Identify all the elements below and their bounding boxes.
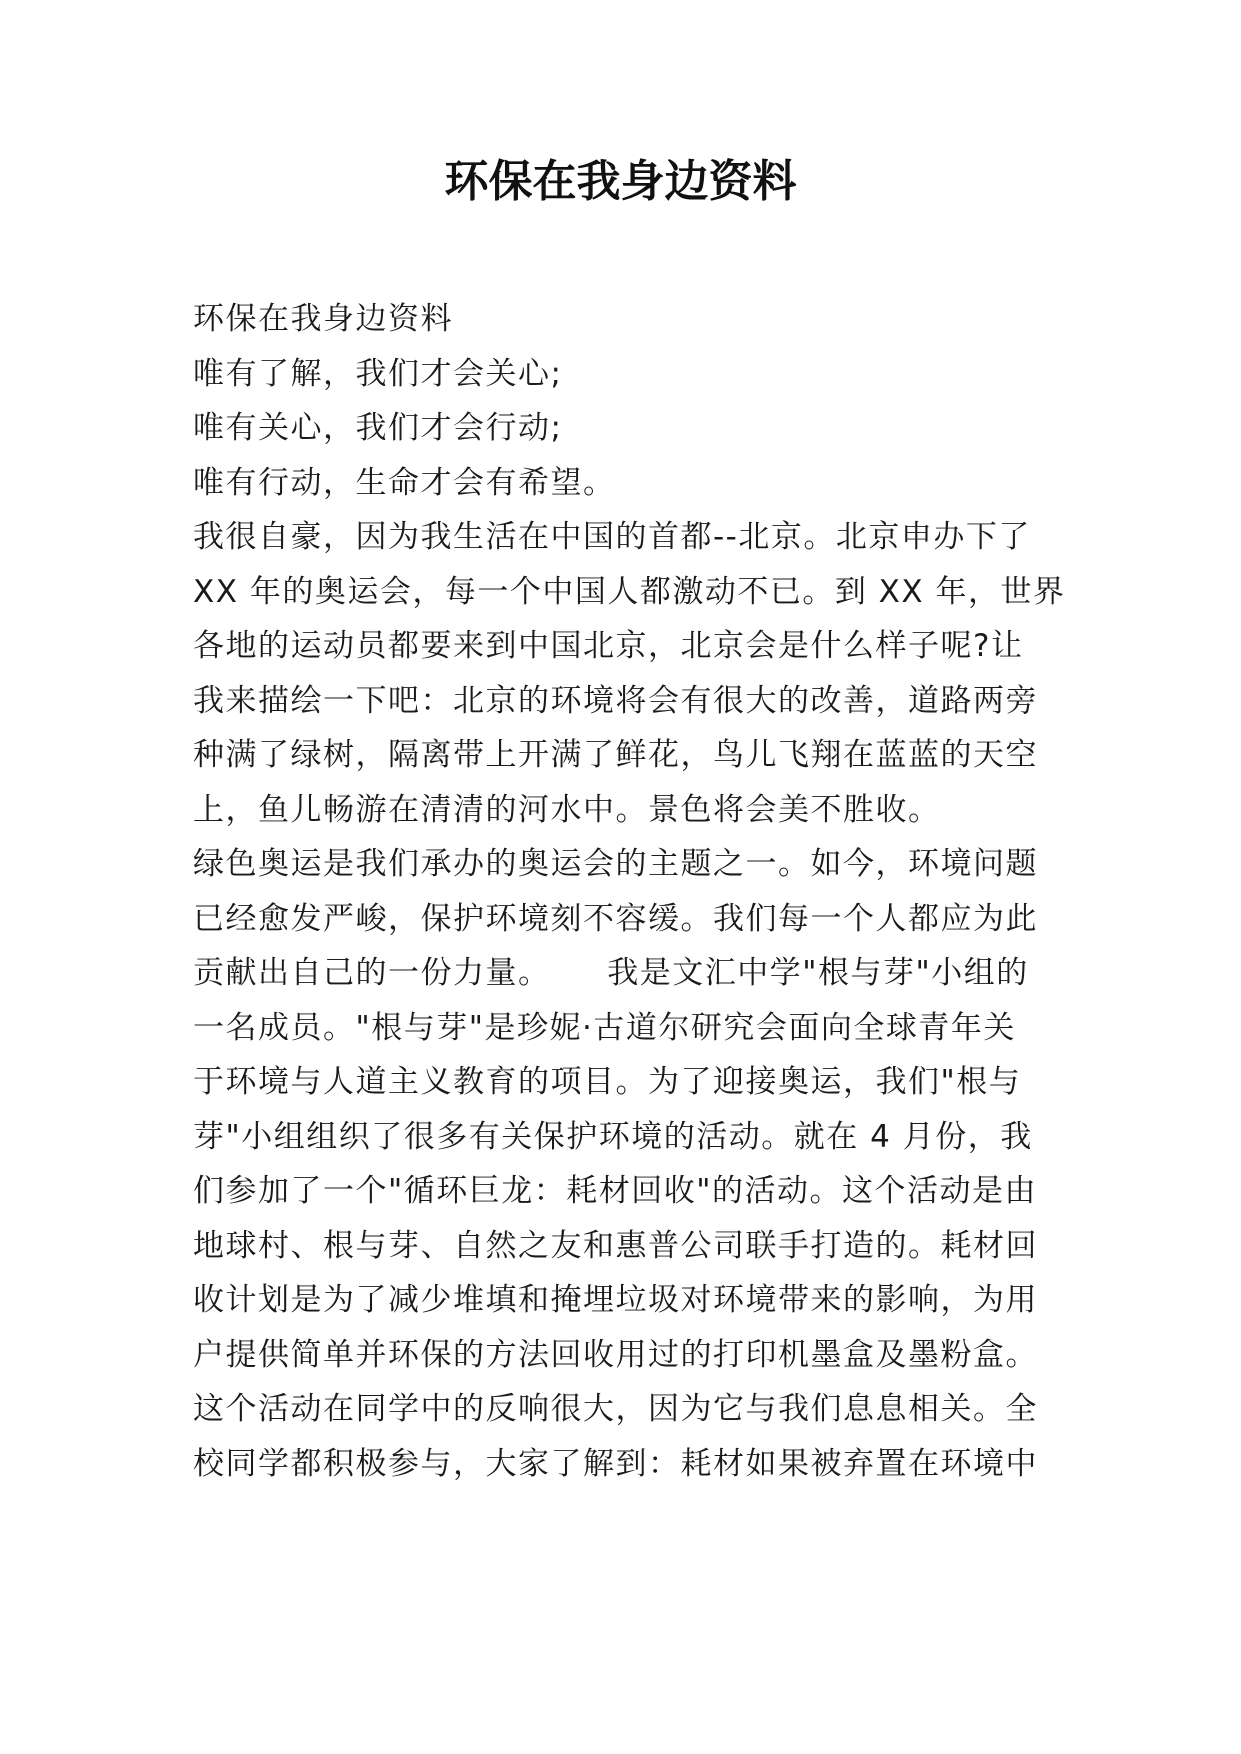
body-line: 一名成员。"根与芽"是珍妮·古道尔研究会面向全球青年关: [193, 1009, 1016, 1046]
document-body: [193, 292, 1066, 1491]
body-line: 贡献出自己的一份力量。 我是文汇中学"根与芽"小组的: [193, 955, 1029, 991]
body-line: 户提供简单并环保的方法回收用过的打印机墨盒及墨粉盒。: [193, 1336, 1038, 1373]
body-line: 地球村、根与芽、自然之友和惠普公司联手打造的。耗材回: [193, 1227, 1038, 1264]
body-line: 们参加了一个"循环巨龙：耗材回收"的活动。这个活动是由: [193, 1173, 1038, 1209]
body-line: 种满了绿树，隔离带上开满了鲜花，鸟儿飞翔在蓝蓝的天空: [193, 737, 1038, 773]
body-line: 环保在我身边资料: [193, 301, 453, 337]
body-line: 唯有行动，生命才会有希望。: [193, 464, 616, 501]
body-line: 这个活动在同学中的反响很大，因为它与我们息息相关。全: [193, 1391, 1038, 1427]
body-line: 各地的运动员都要来到中国北京，北京会是什么样子呢?让: [193, 628, 1024, 664]
body-line: 芽"小组组织了很多有关保护环境的活动。就在 4 月份，我: [193, 1118, 1033, 1155]
body-line: 唯有关心，我们才会行动;: [193, 410, 563, 446]
body-line: 我来描绘一下吧：北京的环境将会有很大的改善，道路两旁: [193, 682, 1038, 719]
body-line: 我很自豪，因为我生活在中国的首都--北京。北京申办下了: [193, 519, 1031, 555]
body-line: 唯有了解，我们才会关心;: [193, 355, 563, 392]
body-line: 已经愈发严峻，保护环境刻不容缓。我们每一个人都应为此: [193, 900, 1038, 937]
body-line: 绿色奥运是我们承办的奥运会的主题之一。如今，环境问题: [193, 846, 1038, 882]
body-line: 于环境与人道主义教育的项目。为了迎接奥运，我们"根与: [193, 1064, 1022, 1100]
body-line: 收计划是为了减少堆填和掩埋垃圾对环境带来的影响，为用: [193, 1282, 1038, 1318]
document-title: 环保在我身边资料: [444, 156, 797, 207]
body-line: XX 年的奥运会，每一个中国人都激动不已。到 XX 年，世界: [193, 573, 1066, 610]
body-line: 上，鱼儿畅游在清清的河水中。景色将会美不胜收。: [193, 791, 941, 828]
body-line: 校同学都积极参与，大家了解到：耗材如果被弃置在环境中: [193, 1445, 1038, 1482]
